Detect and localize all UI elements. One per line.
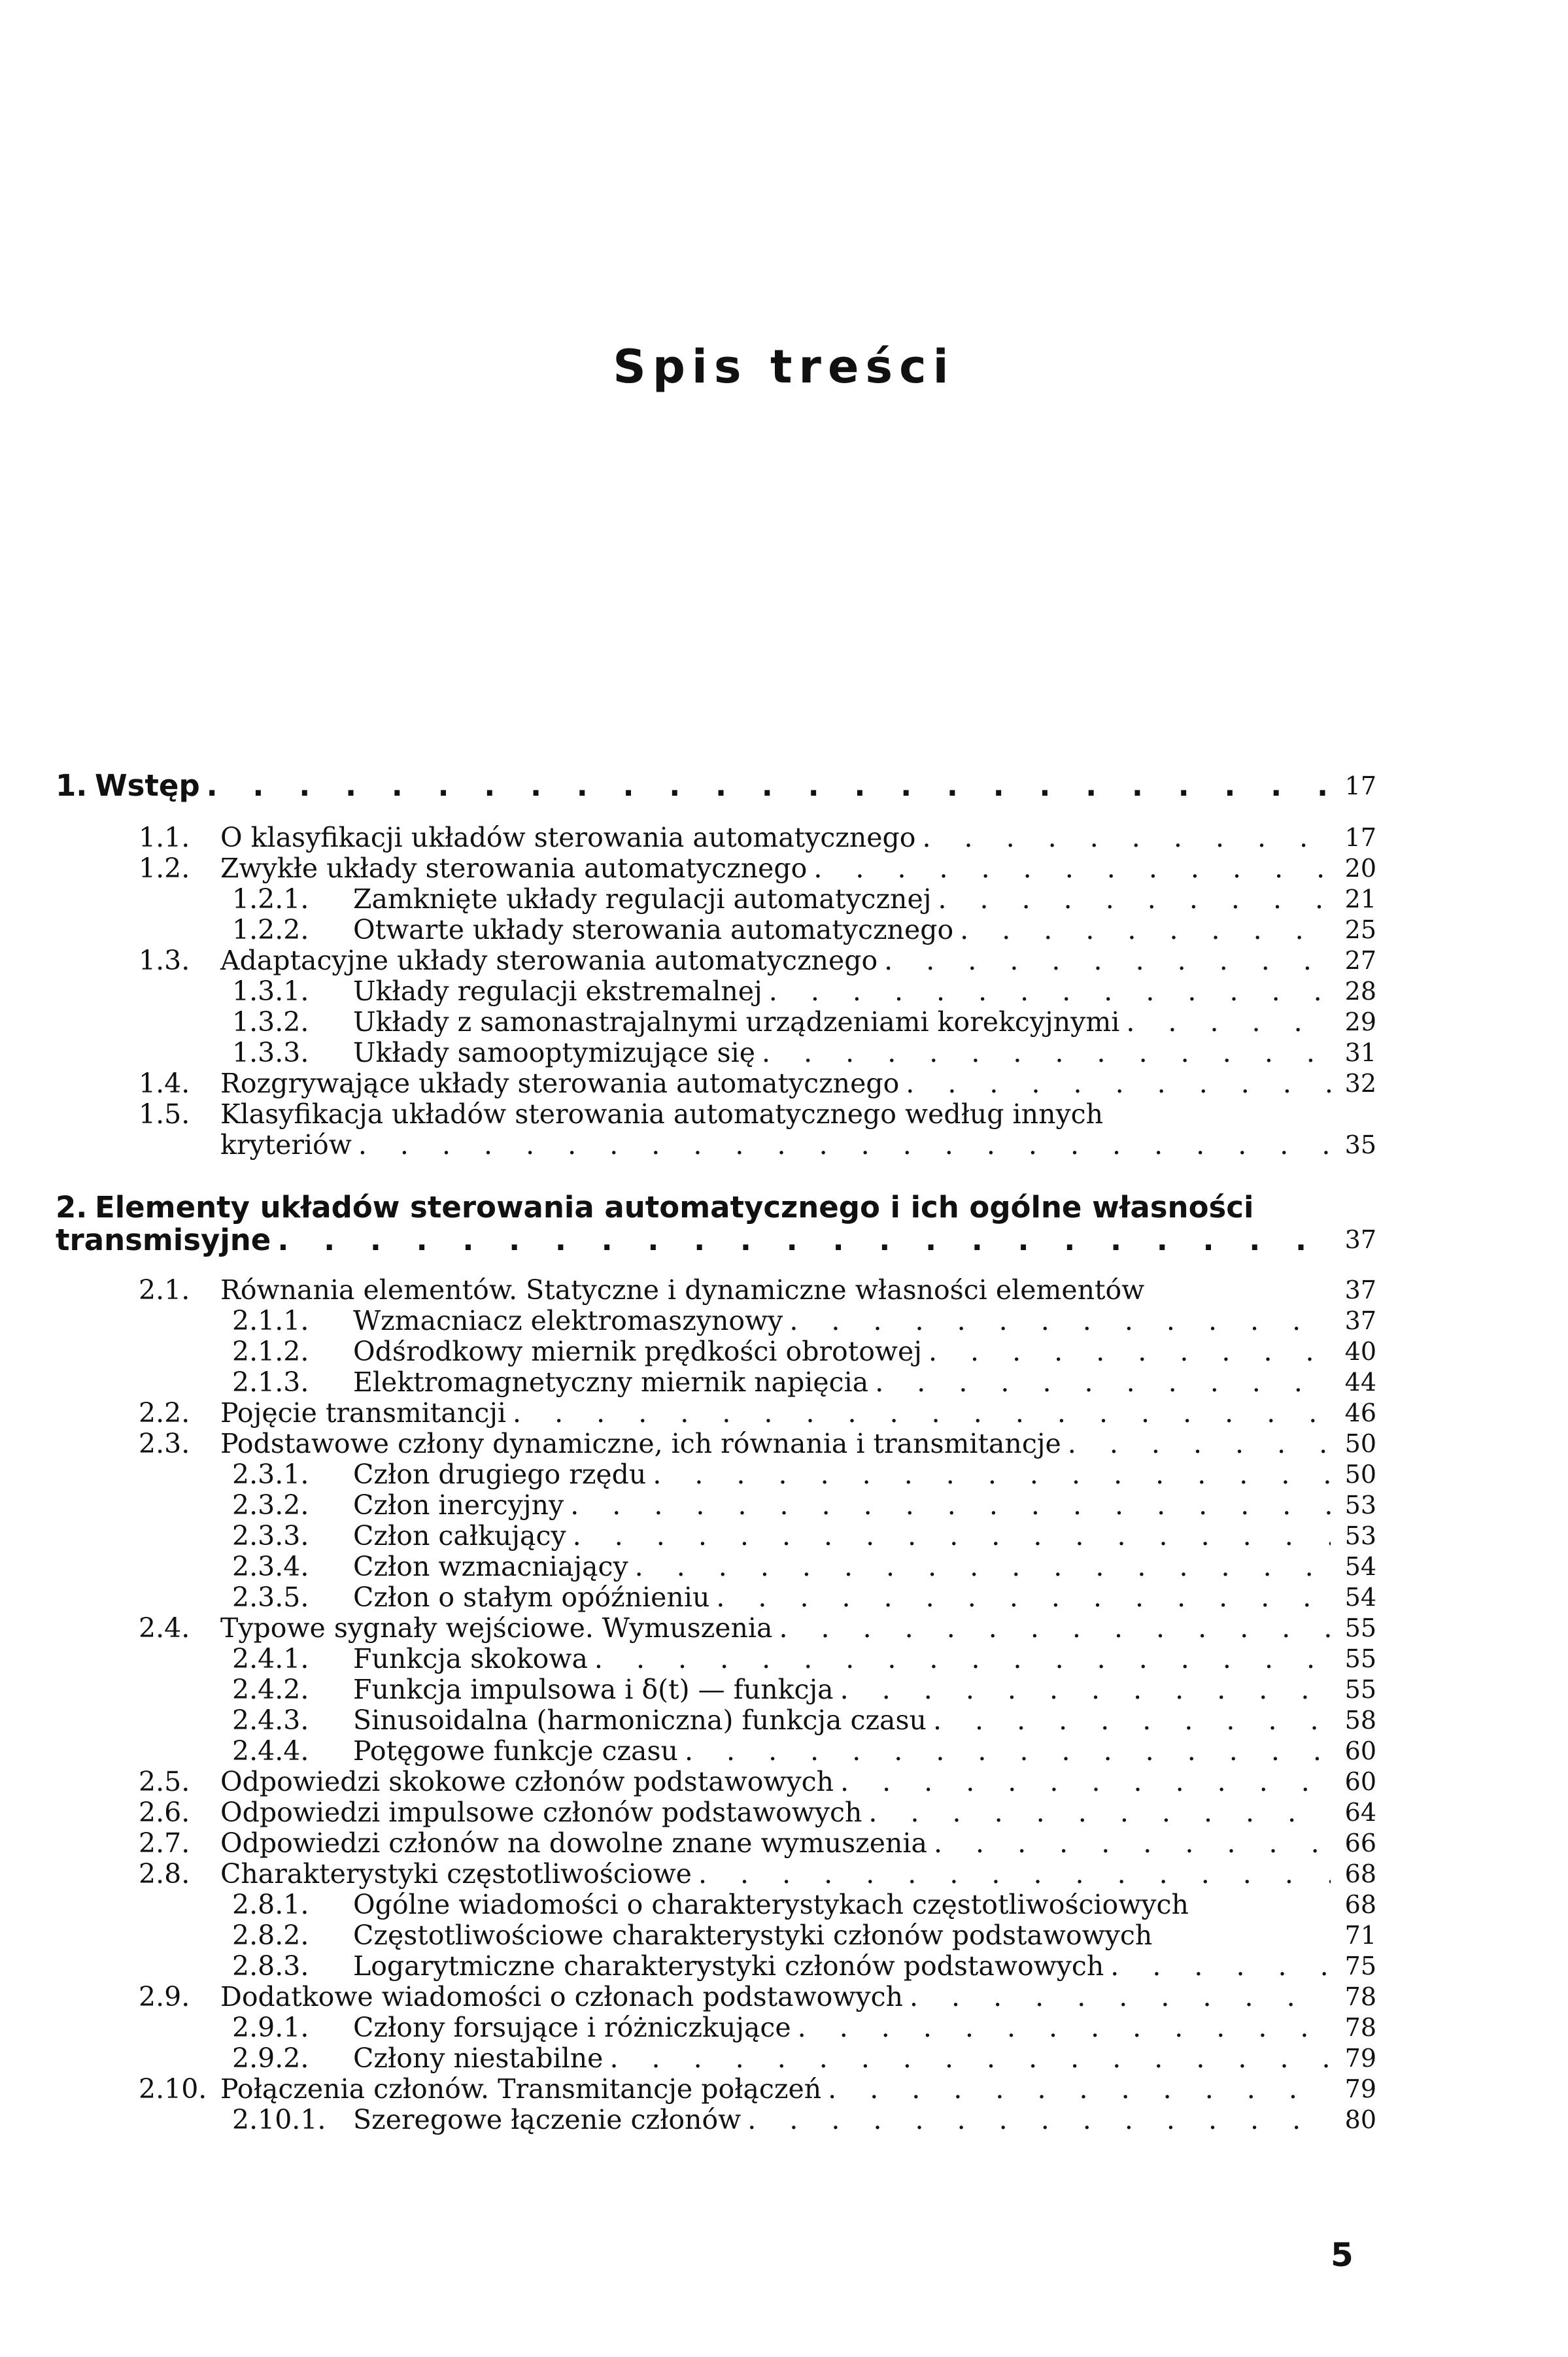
entry-title: Funkcja skokowa (353, 1643, 588, 1674)
dot-leader (903, 1982, 1331, 2012)
page-number: 60 (1344, 1767, 1376, 1796)
toc-entry[interactable] (56, 1275, 1376, 1306)
entry-title: Ogólne wiadomości o charakterystykach częstotliwościowych (353, 1889, 1189, 1920)
page-number: 53 (1344, 1521, 1376, 1550)
toc-entry[interactable] (56, 822, 1376, 853)
entry-title: Zamknięte układy regulacji automatycznej (353, 883, 932, 915)
page-number: 79 (1344, 2044, 1376, 2073)
toc-chapter[interactable] (56, 1191, 1376, 1225)
toc-entry[interactable] (56, 1007, 1376, 1038)
toc-entry[interactable] (56, 1582, 1376, 1613)
entry-number: 1.3.1. (232, 975, 309, 1007)
page-number: 27 (1344, 946, 1376, 975)
entry-title: Szeregowe łączenie członów (353, 2104, 741, 2135)
entry-number: 2.4.3. (232, 1704, 309, 1736)
entry-number: 1.3.2. (232, 1006, 309, 1038)
page-number: 58 (1344, 1706, 1376, 1735)
toc-entry[interactable] (56, 1920, 1376, 1951)
page-number: 55 (1344, 1614, 1376, 1642)
dot-leader (931, 884, 1331, 915)
table-of-contents (56, 769, 1376, 2135)
dot-leader (678, 1736, 1331, 1767)
toc-entry[interactable] (56, 1552, 1376, 1582)
dot-leader (821, 2074, 1331, 2105)
toc-entry[interactable] (56, 1613, 1376, 1644)
entry-title: Adaptacyjne układy sterowania automatycznego (220, 945, 878, 976)
dot-leader (646, 1459, 1331, 1490)
dot-leader (772, 1613, 1331, 1644)
entry-number: 2.8. (139, 1858, 190, 1890)
page-number: 54 (1344, 1583, 1376, 1612)
entry-number: 2.9.1. (232, 2012, 309, 2043)
entry-title: Układy regulacji ekstremalnej (353, 975, 762, 1007)
entry-number: 2.1.3. (232, 1366, 309, 1398)
entry-number: 2.3.4. (232, 1551, 309, 1582)
toc-chapter-continuation[interactable] (56, 1225, 1376, 1255)
toc-entry[interactable] (56, 1736, 1376, 1767)
toc-entry[interactable] (56, 1859, 1376, 1890)
dot-leader (352, 1130, 1331, 1161)
entry-number: 1.2.2. (232, 914, 309, 945)
entry-number: 2.1.2. (232, 1336, 309, 1367)
entry-number: 2.10.1. (232, 2104, 326, 2135)
dot-leader (506, 1398, 1331, 1429)
toc-entry[interactable] (56, 2043, 1376, 2074)
entry-number: 2.9.2. (232, 2043, 309, 2074)
page-number: 31 (1344, 1038, 1376, 1067)
page-number: 21 (1344, 885, 1376, 913)
entry-number: 1.4. (139, 1068, 190, 1099)
entry-number: 2.1.1. (232, 1305, 309, 1336)
entry-number: 2.4.2. (232, 1674, 309, 1705)
dot-leader (762, 976, 1331, 1007)
toc-entry[interactable] (56, 1951, 1376, 1982)
chapter-title-continued: transmisyjne (56, 1223, 271, 1257)
entry-title: Elektromagnetyczny miernik napięcia (353, 1366, 869, 1398)
toc-entry[interactable] (56, 1890, 1376, 1920)
dot-leader (1104, 1951, 1331, 1982)
entry-title: Człon inercyjny (353, 1489, 564, 1521)
page-number: 28 (1344, 977, 1376, 1006)
toc-entry[interactable] (56, 2105, 1376, 2135)
dot-leader (1061, 1429, 1331, 1459)
dot-leader (834, 1674, 1331, 1705)
entry-title: Sinusoidalna (harmoniczna) funkcja czasu (353, 1704, 927, 1736)
page-number: 50 (1344, 1460, 1376, 1489)
toc-entry[interactable] (56, 1705, 1376, 1736)
entry-number: 1.3.3. (232, 1037, 309, 1068)
entry-title: Logarytmiczne charakterystyki członów podstawowych (353, 1950, 1104, 1982)
chapter-title: Elementy układów sterowania automatycznego i ich ogólne własności (95, 1190, 1254, 1225)
page-number: 44 (1344, 1368, 1376, 1397)
toc-entry[interactable] (56, 1797, 1376, 1828)
toc-entry[interactable] (56, 976, 1376, 1007)
dot-leader (915, 822, 1331, 853)
dot-leader (834, 1767, 1331, 1797)
dot-leader (922, 1336, 1331, 1367)
entry-title: Człony forsujące i różniczkujące (353, 2012, 791, 2043)
dot-leader (566, 1521, 1331, 1552)
toc-entry[interactable] (56, 1767, 1376, 1797)
dot-leader (899, 1068, 1331, 1099)
page-number: 46 (1344, 1399, 1376, 1427)
page-number: 66 (1344, 1829, 1376, 1857)
page-number: 68 (1344, 1890, 1376, 1919)
page-number: 32 (1344, 1069, 1376, 1098)
toc-entry[interactable] (56, 1306, 1376, 1336)
dot-leader (783, 1306, 1331, 1336)
dot-leader (628, 1552, 1331, 1582)
dot-leader (692, 1859, 1331, 1890)
entry-title: Połączenia członów. Transmitancje połączeń (220, 2073, 822, 2105)
toc-entry[interactable] (56, 884, 1376, 915)
entry-number: 2.5. (139, 1766, 190, 1797)
entry-number: 1.2.1. (232, 883, 309, 915)
page-number: 80 (1344, 2105, 1376, 2134)
entry-number: 2.7. (139, 1827, 190, 1859)
entry-number: 2.8.1. (232, 1889, 309, 1920)
toc-entry[interactable] (56, 1038, 1376, 1068)
page-number: 78 (1344, 2013, 1376, 2042)
page-number: 37 (1344, 1276, 1376, 1304)
entry-number: 2.2. (139, 1397, 190, 1429)
entry-number: 1.5. (139, 1098, 190, 1130)
toc-entry[interactable] (56, 1490, 1376, 1521)
entry-title: Układy samooptymizujące się (353, 1037, 756, 1068)
entry-number: 2.3.5. (232, 1582, 309, 1613)
entry-number: 2.10. (139, 2073, 207, 2105)
entry-number: 2.8.2. (232, 1920, 309, 1951)
page-number: 25 (1344, 915, 1376, 944)
entry-title: Potęgowe funkcje czasu (353, 1735, 678, 1767)
page-title: Spis treści (613, 340, 955, 394)
entry-title: Typowe sygnały wejściowe. Wymuszenia (220, 1612, 773, 1644)
entry-title: Zwykłe układy sterowania automatycznego (220, 853, 808, 884)
page-number: 53 (1344, 1491, 1376, 1519)
entry-title: Wzmacniacz elektromaszynowy (353, 1305, 783, 1336)
toc-entry[interactable] (56, 1429, 1376, 1459)
entry-title: Odśrodkowy miernik prędkości obrotowej (353, 1336, 922, 1367)
toc-entry-continuation[interactable] (56, 1130, 1376, 1161)
entry-number: 2.4.1. (232, 1643, 309, 1674)
page-number: 17 (1344, 823, 1376, 852)
entry-number: 2.6. (139, 1797, 190, 1828)
entry-number: 1.3. (139, 945, 190, 976)
chapter-number: 1. (56, 768, 88, 803)
chapter-title: Wstęp (95, 768, 200, 803)
entry-title: Klasyfikacja układów sterowania automatycznego według innych (220, 1098, 1104, 1130)
entry-number: 1.1. (139, 822, 190, 853)
entry-title: Rozgrywające układy sterowania automatycznego (220, 1068, 900, 1099)
entry-number: 1.2. (139, 853, 190, 884)
entry-title: Dodatkowe wiadomości o członach podstawowych (220, 1981, 903, 2012)
dot-leader (200, 769, 1331, 803)
entry-title: Człon o stałym opóźnieniu (353, 1582, 710, 1613)
toc-entry[interactable] (56, 1982, 1376, 2012)
dot-leader (709, 1582, 1331, 1613)
dot-leader (603, 2043, 1331, 2074)
page-number: 64 (1344, 1798, 1376, 1827)
entry-title: Odpowiedzi impulsowe członów podstawowych (220, 1797, 862, 1828)
page-number: 20 (1344, 854, 1376, 883)
entry-title: Charakterystyki częstotliwościowe (220, 1858, 692, 1890)
entry-number: 2.3.3. (232, 1520, 309, 1552)
folio-page-number: 5 (1331, 2236, 1354, 2274)
page-number: 68 (1344, 1859, 1376, 1888)
page-number: 75 (1344, 1952, 1376, 1980)
page-number: 60 (1344, 1737, 1376, 1765)
entry-number: 2.3.2. (232, 1489, 309, 1521)
toc-entry[interactable] (56, 1398, 1376, 1429)
entry-title: Równania elementów. Statyczne i dynamiczne własności elementów (220, 1274, 1145, 1306)
page-number: 37 (1344, 1306, 1376, 1335)
entry-title: O klasyfikacji układów sterowania automatycznego (220, 822, 916, 853)
dot-leader (741, 2105, 1331, 2135)
toc-entry[interactable] (56, 915, 1376, 945)
page-number: 71 (1344, 1921, 1376, 1950)
entry-number: 2.4. (139, 1612, 190, 1644)
dot-leader (755, 1038, 1331, 1068)
entry-title: Otwarte układy sterowania automatycznego (353, 914, 954, 945)
toc-entry[interactable] (56, 1828, 1376, 1859)
page-number: 35 (1344, 1130, 1376, 1159)
dot-leader (791, 2012, 1331, 2043)
entry-number: 2.8.3. (232, 1950, 309, 1982)
dot-leader (927, 1705, 1331, 1736)
entry-title: Częstotliwościowe charakterystyki członów podstawowych (353, 1920, 1153, 1951)
toc-chapter[interactable] (56, 769, 1376, 803)
entry-number: 2.1. (139, 1274, 190, 1306)
entry-title: Człon wzmacniający (353, 1551, 628, 1582)
page-number: 55 (1344, 1675, 1376, 1704)
entry-title: Podstawowe człony dynamiczne, ich równania i transmitancje (220, 1428, 1061, 1459)
entry-number: 2.4.4. (232, 1735, 309, 1767)
dot-leader (927, 1828, 1331, 1859)
chapter-number: 2. (56, 1190, 88, 1225)
toc-entry[interactable] (56, 1674, 1376, 1705)
dot-leader (878, 945, 1331, 976)
dot-leader (868, 1367, 1331, 1398)
entry-title: Człon całkujący (353, 1520, 566, 1552)
page-number: 55 (1344, 1644, 1376, 1673)
toc-entry[interactable] (56, 1068, 1376, 1099)
toc-entry[interactable] (56, 1336, 1376, 1367)
toc-entry[interactable] (56, 1099, 1376, 1130)
entry-number: 2.3. (139, 1428, 190, 1459)
toc-entry[interactable] (56, 2012, 1376, 2043)
page-number: 78 (1344, 1982, 1376, 2011)
toc-entry[interactable] (56, 945, 1376, 976)
entry-title: Pojęcie transmitancji (220, 1397, 507, 1429)
dot-leader (271, 1225, 1331, 1255)
toc-entry[interactable] (56, 1367, 1376, 1398)
dot-leader (862, 1797, 1331, 1828)
entry-title: Człon drugiego rzędu (353, 1459, 647, 1490)
toc-entry[interactable] (56, 1521, 1376, 1552)
page-number: 37 (1344, 1225, 1376, 1254)
entry-title: Odpowiedzi członów na dowolne znane wymuszenia (220, 1827, 927, 1859)
page-number: 54 (1344, 1552, 1376, 1581)
toc-entry[interactable] (56, 1459, 1376, 1490)
dot-leader (807, 853, 1331, 884)
page-number: 50 (1344, 1429, 1376, 1458)
entry-title: kryteriów (220, 1129, 352, 1161)
entry-title: Układy z samonastrajalnymi urządzeniami korekcyjnymi (353, 1006, 1120, 1038)
toc-entry[interactable] (56, 853, 1376, 884)
page-number: 17 (1344, 772, 1376, 800)
page-number: 79 (1344, 2075, 1376, 2103)
entry-number: 2.9. (139, 1981, 190, 2012)
entry-title: Funkcja impulsowa i δ(t) — funkcja (353, 1674, 834, 1705)
toc-entry[interactable] (56, 1644, 1376, 1674)
dot-leader (1119, 1007, 1331, 1038)
entry-number: 2.3.1. (232, 1459, 309, 1490)
entry-title: Odpowiedzi skokowe członów podstawowych (220, 1766, 834, 1797)
dot-leader (588, 1644, 1331, 1674)
page-number: 40 (1344, 1337, 1376, 1366)
page-number: 29 (1344, 1008, 1376, 1036)
entry-title: Człony niestabilne (353, 2043, 604, 2074)
toc-entry[interactable] (56, 2074, 1376, 2105)
dot-leader (564, 1490, 1331, 1521)
dot-leader (953, 915, 1331, 945)
